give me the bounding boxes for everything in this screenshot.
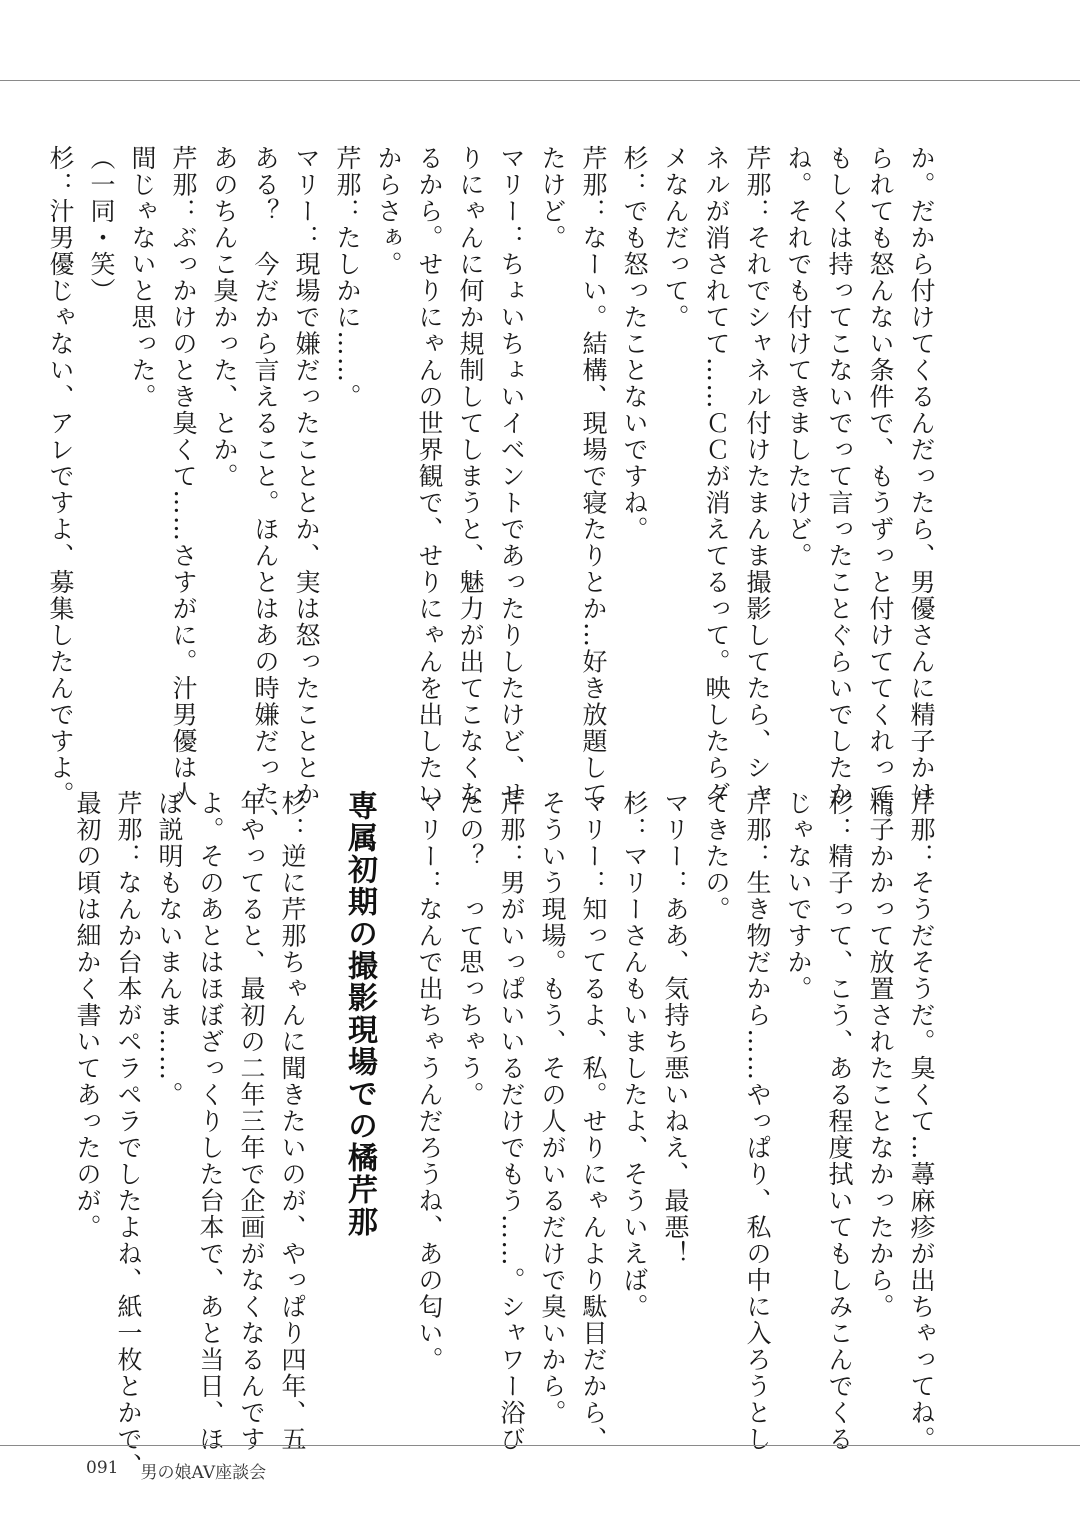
text-line: 芹那：それでシャネル付けたまんま撮影してたら、シャ bbox=[743, 145, 772, 808]
text-line: （一同・笑） bbox=[87, 145, 116, 304]
text-line: 年やってると、最初の二年三年で企画がなくなるんです bbox=[237, 790, 266, 1453]
text-line: ネルが消されてて……ＣＣが消えてるって。映したらダ bbox=[702, 145, 731, 808]
top-rule bbox=[0, 80, 1080, 81]
text-line: たけど。 bbox=[538, 145, 567, 251]
page-number: 091 bbox=[86, 1458, 119, 1478]
text-line: たの？ って思っちゃう。 bbox=[456, 790, 485, 1108]
text-line: てきたの。 bbox=[702, 790, 731, 923]
text-line: メなんだって。 bbox=[661, 145, 690, 331]
text-line: 精子かかって放置されたことなかったから。 bbox=[866, 790, 895, 1320]
publication-title: 男の娘AV座談会 bbox=[140, 1463, 267, 1483]
text-line: マリー：現場で嫌だったこととか、実は怒ったこととか bbox=[292, 145, 321, 808]
text-line: 芹那：なんか台本がペラペラでしたよね、紙一枚とかで、 bbox=[114, 790, 143, 1479]
text-line: 芹那：男がいっぱいいるだけでもう……。シャワー浴び bbox=[497, 790, 526, 1453]
text-line: るから。せりにゃんの世界観で、せりにゃんを出したい bbox=[415, 145, 444, 808]
text-line: マリー：知ってるよ、私。せりにゃんより駄目だから、 bbox=[579, 790, 608, 1453]
text-line: あのちんこ臭かった、とか。 bbox=[210, 145, 239, 490]
text-line: 最初の頃は細かく書いてあったのが。 bbox=[73, 790, 102, 1241]
text-line: 芹那：生き物だから……やっぱり、私の中に入ろうとし bbox=[743, 790, 772, 1453]
text-line: マリー：ちょいちょいイベントであったりしたけど、せ bbox=[497, 145, 526, 808]
text-line: よ。そのあとはほぼざっくりした台本で、あと当日、ほ bbox=[196, 790, 225, 1453]
text-line: 芹那：ぶっかけのとき臭くて……さすがに。汁男優は人 bbox=[169, 145, 198, 808]
text-line: 杉：でも怒ったことないですね。 bbox=[620, 145, 649, 543]
text-line: マリー：なんで出ちゃうんだろうね、あの匂い。 bbox=[415, 790, 444, 1373]
text-line: 芹那：そうだそうだ。臭くて…蕁麻疹が出ちゃってね。 bbox=[907, 790, 936, 1453]
text-line: もしくは持ってこないでって言ったことぐらいでしたか bbox=[825, 145, 854, 808]
text-line: 間じゃないと思った。 bbox=[128, 145, 157, 410]
text-line: ぼ説明もないまんま……。 bbox=[155, 790, 184, 1108]
text-line: そういう現場。もう、その人がいるだけで臭いから。 bbox=[538, 790, 567, 1426]
text-line: マリー：ああ、気持ち悪いねえ、最悪！ bbox=[661, 790, 690, 1267]
text-line: りにゃんに何か規制してしまうと、魅力が出てこなくな bbox=[456, 145, 485, 808]
text-line: じゃないですか。 bbox=[784, 790, 813, 1002]
text-line: 杉：汁男優じゃない、アレですよ、募集したんですよ。 bbox=[46, 145, 75, 808]
text-line: からさぁ。 bbox=[374, 145, 403, 278]
text-line: 杉：精子って、こう、ある程度拭いてもしみこんでくる bbox=[825, 790, 854, 1453]
text-line: 杉：逆に芹那ちゃんに聞きたいのが、やっぱり四年、五 bbox=[278, 790, 307, 1453]
text-line: られても怒んない条件で、もうずっと付けててくれって。 bbox=[866, 145, 895, 834]
text-line: ね。それでも付けてきましたけど。 bbox=[784, 145, 813, 569]
page-footer bbox=[86, 1458, 266, 1483]
text-line: か。だから付けてくるんだったら、男優さんに精子かけ bbox=[907, 145, 936, 808]
text-line: 芹那：なーい。結構、現場で寝たりとか…好き放題して bbox=[579, 145, 608, 808]
bottom-rule bbox=[0, 1445, 1080, 1446]
text-line: 杉：マリーさんもいましたよ、そういえば。 bbox=[620, 790, 649, 1320]
top-text-column bbox=[46, 145, 940, 834]
text-line: ある？ 今だから言えること。ほんとはあの時嫌だった、 bbox=[251, 145, 280, 834]
section-heading: 専属初期の撮影現場での橘芹那 bbox=[342, 790, 377, 1238]
text-line: 芹那：たしかに……。 bbox=[333, 145, 362, 410]
